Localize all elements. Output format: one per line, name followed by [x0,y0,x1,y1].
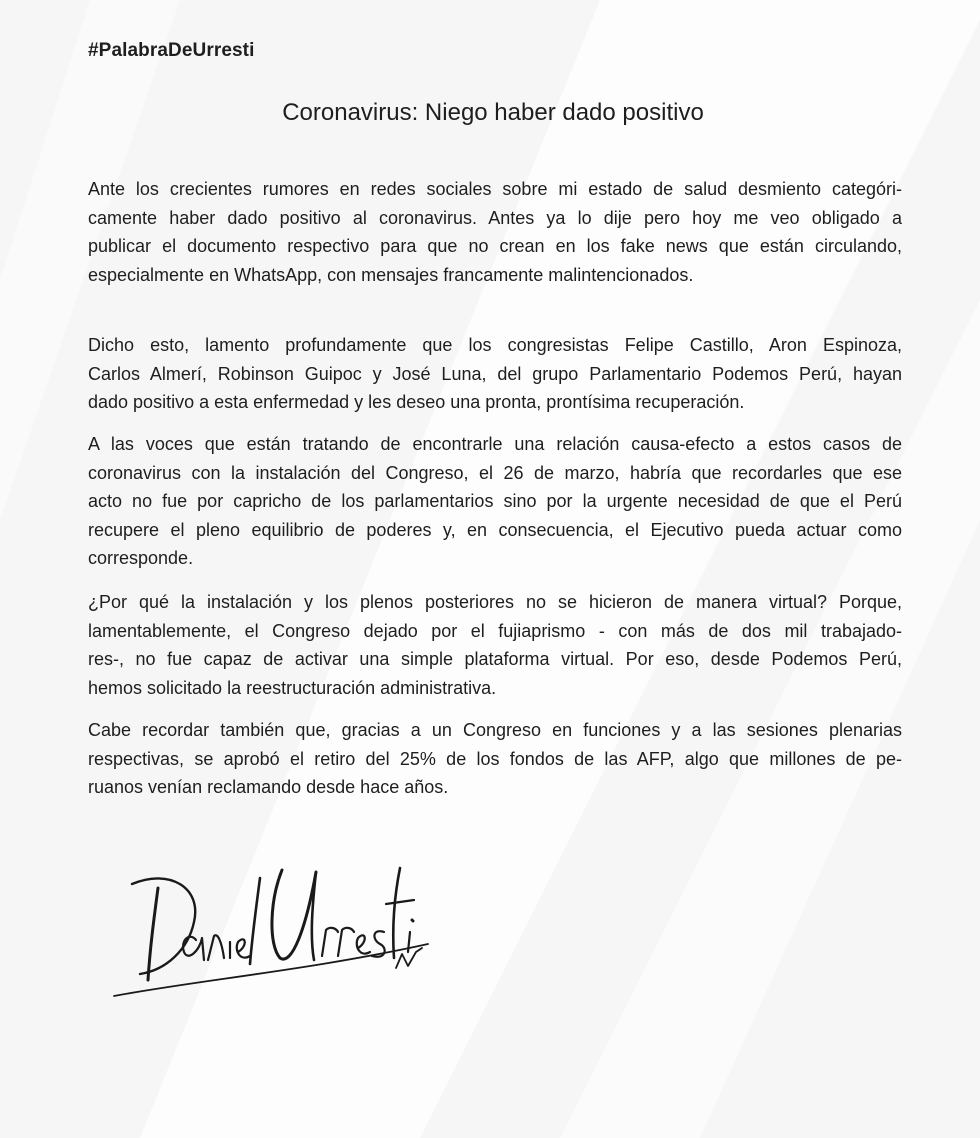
paragraph-4 [88,588,902,702]
text-line: A las voces que están tratando de encontrarle una relación causa-efecto a estos casos de [88,434,902,454]
text-line: publicar el documento respectivo para que no crean en los fake news que están circulando, [88,236,902,256]
text-line: Dicho esto, lamento profundamente que los congresistas Felipe Castillo, Aron Espinoza, [88,335,902,355]
document-title: Coronavirus: Niego haber dado positivo [282,99,704,126]
text-line: respectivas, se aprobó el retiro del 25% de los fondos de las AFP, algo que millones de pe- [88,748,902,769]
text-line: dado positivo a esta enfermedad y les deseo una pronta, prontísima recuperación. [88,392,745,412]
signature-image [110,848,440,998]
text-line: especialmente en WhatsApp, con mensajes francamente malintencionados. [88,264,694,285]
text-line: Cabe recordar también que, gracias a un Congreso en funciones y a las sesiones plenarias [88,720,902,740]
paragraph-5 [88,716,902,802]
text-line: ruanos venían reclamando desde hace años. [88,777,449,797]
text-line: corresponde. [88,548,194,568]
paragraph-2 [88,331,902,417]
paragraph-3 [88,430,902,573]
paragraph-1 [88,175,902,289]
text-line: hemos solicitado la reestructuración administrativa. [88,677,497,698]
text-line: Ante los crecientes rumores en redes sociales sobre mi estado de salud desmiento categóri- [88,179,902,199]
text-line: coronavirus con la instalación del Congreso, el 26 de marzo, habría que recordarles que ese [88,462,902,483]
text-line: res-, no fue capaz de activar una simple plataforma virtual. Por eso, desde Podemos Perú, [88,649,902,669]
text-line: lamentablemente, el Congreso dejado por el fujiaprismo - con más de dos mil trabajado- [88,620,902,641]
text-line: ¿Por qué la instalación y los plenos posteriores no se hicieron de manera virtual? Porque, [88,592,902,612]
hashtag: #PalabraDeUrresti [88,40,255,61]
text-line: acto no fue por capricho de los parlamentarios sino por la urgente necesidad de que el Perú [88,491,902,511]
text-line: camente haber dado positivo al coronavirus. Antes ya lo dije pero hoy me veo obligado a [88,207,902,228]
text-line: recupere el pleno equilibrio de poderes y, en consecuencia, el Ejecutivo pueda actuar como [88,519,902,540]
text-line: Carlos Almerí, Robinson Guipoc y José Luna, del grupo Parlamentario Podemos Perú, hayan [88,363,902,384]
